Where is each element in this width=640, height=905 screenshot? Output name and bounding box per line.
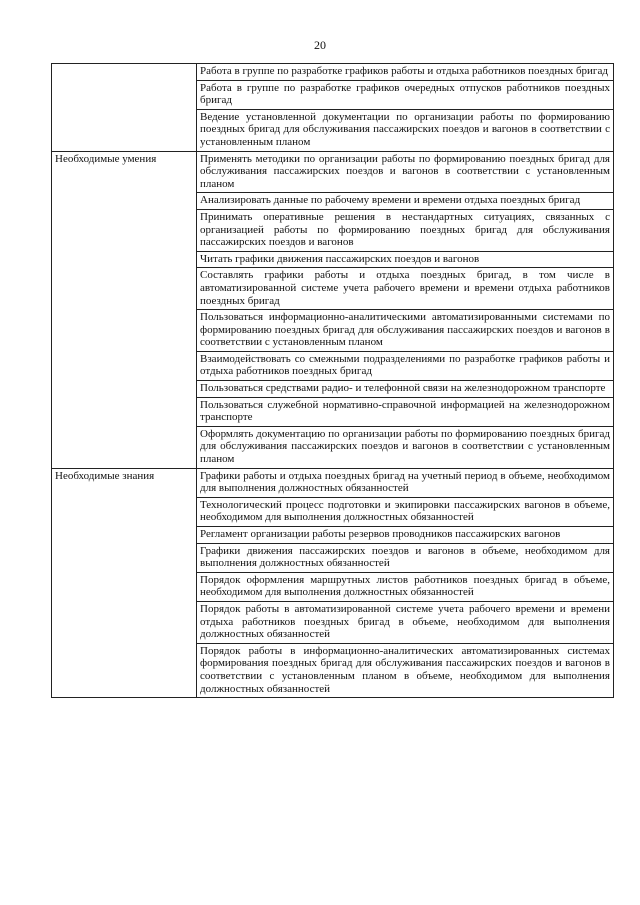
table-row xyxy=(52,468,614,497)
table-cell: Работа в группе по разработке графиков очередных отпусков работников поездных бригад xyxy=(197,80,614,109)
table-cell: Оформлять документацию по организации работы по формированию поездных бригад для обслуживания пассажирских поездов и вагонов в соответствии с установленным планом xyxy=(197,426,614,468)
table-cell: Пользоваться информационно-аналитическими автоматизированными системами по формированию поездных бригад для обслуживания пассажирских поездов и вагонов в соответствии с установленным планом xyxy=(197,310,614,352)
table-cell: Графики движения пассажирских поездов и вагонов в объеме, необходимом для выполнения должностных обязанностей xyxy=(197,543,614,572)
table-cell: Пользоваться средствами радио- и телефонной связи на железнодорожном транспорте xyxy=(197,381,614,398)
table-cell: Взаимодействовать со смежными подразделениями по разработке графиков работы и отдыха работников поездных бригад xyxy=(197,351,614,380)
table-cell: Анализировать данные по рабочему времени и времени отдыха поездных бригад xyxy=(197,193,614,210)
table-cell: Порядок оформления маршрутных листов работников поездных бригад в объеме, необходимом для выполнения должностных обязанностей xyxy=(197,572,614,601)
table-cell: Порядок работы в автоматизированной системе учета рабочего времени и времени отдыха работников поездных бригад в объеме, необходимом для выполнения должностных обязанностей xyxy=(197,601,614,643)
section-label-knowledge: Необходимые знания xyxy=(52,468,197,698)
table-cell: Регламент организации работы резервов проводников пассажирских вагонов xyxy=(197,527,614,544)
table-row xyxy=(52,64,614,81)
table-cell: Принимать оперативные решения в нестандартных ситуациях, связанных с организацией работы по формированию поездных бригад для обслуживания пассажирских поездов и вагонов xyxy=(197,209,614,251)
table-cell: Графики работы и отдыха поездных бригад на учетный период в объеме, необходимом для выполнения должностных обязанностей xyxy=(197,468,614,497)
table-cell: Читать графики движения пассажирских поездов и вагонов xyxy=(197,251,614,268)
table-cell: Технологический процесс подготовки и экипировки пассажирских вагонов в объеме, необходимом для выполнения должностных обязанностей xyxy=(197,497,614,526)
table-cell: Составлять графики работы и отдыха поездных бригад, в том числе в автоматизированной системе учета рабочего времени и времени отдыха работников поездных бригад xyxy=(197,268,614,310)
requirements-table xyxy=(51,63,614,698)
section-label xyxy=(52,64,197,152)
table-cell: Пользоваться служебной нормативно-справочной информацией на железнодорожном транспорте xyxy=(197,397,614,426)
page-number: 20 xyxy=(314,38,326,52)
section-label-skills: Необходимые умения xyxy=(52,151,197,468)
table-cell: Порядок работы в информационно-аналитических автоматизированных системах формирования поездных бригад для обслуживания пассажирских поездов и вагонов в соответствии с установленным планом в объеме, необходимом для выполнения должностных обязанностей xyxy=(197,643,614,697)
table-cell: Работа в группе по разработке графиков работы и отдыха работников поездных бригад xyxy=(197,64,614,81)
table-row xyxy=(52,151,614,193)
table-cell: Ведение установленной документации по организации работы по формированию поездных бригад для обслуживания пассажирских поездов и вагонов в соответствии с установленным планом xyxy=(197,109,614,151)
table-cell: Применять методики по организации работы по формированию поездных бригад для обслуживания пассажирских поездов и вагонов в соответствии с установленным планом xyxy=(197,151,614,193)
